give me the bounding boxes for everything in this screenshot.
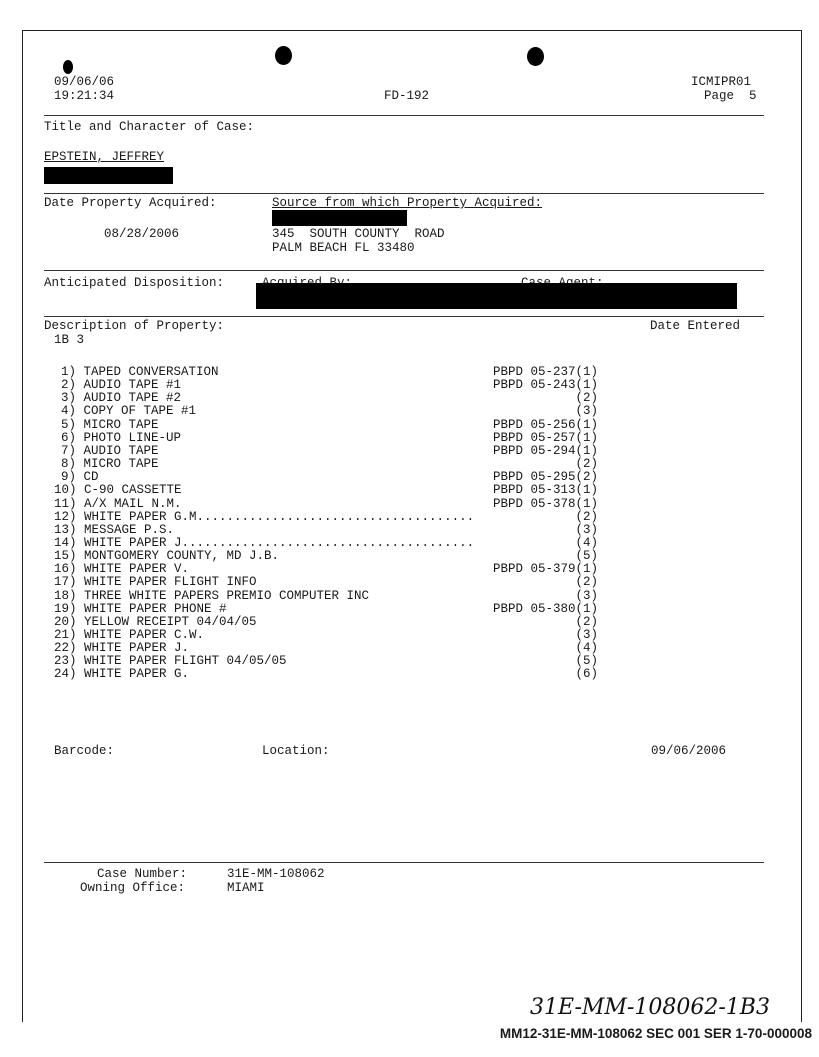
property-ref: (4) [575,641,598,656]
property-item: 14) WHITE PAPER J....................................... [54,535,475,550]
barcode-label: Barcode: [54,744,115,758]
system-id: ICMIPR01 [691,75,752,89]
page-number: Page 5 [704,89,757,103]
redaction-box [256,283,737,309]
case-number-label: Case Number: [97,867,188,881]
property-item: 9) CD [61,470,99,485]
case-title-label: Title and Character of Case: [44,120,255,134]
property-item: 8) MICRO TAPE [61,457,159,472]
property-item: 4) COPY OF TAPE #1 [61,404,197,419]
property-ref: PBPD 05-237(1) [492,365,598,379]
source-label: Source from which Property Acquired: [272,196,543,210]
date-entered-label: Date Entered [650,319,741,333]
divider [44,316,764,317]
property-ref: (2) [575,509,598,524]
property-item: 19) WHITE PAPER PHONE # [54,601,227,616]
item-code: 1B 3 [54,333,85,347]
property-item: 17) WHITE PAPER FLIGHT INFO [54,575,257,590]
property-ref: (5) [575,549,598,564]
property-item: 6) PHOTO LINE-UP [61,430,182,445]
property-ref: PBPD 05-257(1) [492,430,598,445]
property-ref: (3) [575,522,598,537]
property-item: 7) AUDIO TAPE [61,443,159,458]
case-number: 31E-MM-108062 [227,867,325,881]
property-item: 22) WHITE PAPER J. [54,641,190,656]
property-ref: PBPD 05-378(1) [492,496,598,511]
property-ref: PBPD 05-294(1) [492,443,598,458]
property-ref: (2) [575,575,598,590]
address-line2: PALM BEACH FL 33480 [272,241,415,255]
address-line1: 345 SOUTH COUNTY ROAD [272,227,445,241]
property-ref: (2) [575,391,598,406]
property-item: 12) WHITE PAPER G.M..................................... [54,509,475,524]
property-item: 3) AUDIO TAPE #2 [61,391,182,406]
header-time: 19:21:34 [54,89,115,103]
property-item: 10) C-90 CASSETTE [54,483,182,498]
property-ref: PBPD 05-379(1) [492,562,598,577]
property-ref: PBPD 05-243(1) [492,378,598,393]
divider [44,862,764,863]
property-item: 11) A/X MAIL N.M. [54,496,182,511]
property-item: 1) TAPED CONVERSATION [61,365,219,379]
punch-hole-left [275,46,292,65]
disposition-label: Anticipated Disposition: [44,276,225,290]
property-ref: PBPD 05-380(1) [492,601,598,616]
property-ref: (5) [575,654,598,669]
property-item: 15) MONTGOMERY COUNTY, MD J.B. [54,549,280,564]
bates-number: MM12-31E-MM-108062 SEC 001 SER 1-70-000008 [499,1026,812,1041]
ink-smudge [63,60,73,74]
property-item: 21) WHITE PAPER C.W. [54,628,205,642]
property-ref: (2) [575,457,598,472]
property-ref: (4) [575,535,598,550]
property-item: 16) WHITE PAPER V. [54,562,190,577]
property-item: 2) AUDIO TAPE #1 [61,378,182,393]
property-item: 24) WHITE PAPER G. [54,667,190,682]
owning-office-label: Owning Office: [80,881,186,895]
property-item: 18) THREE WHITE PAPERS PREMIO COMPUTER INC [54,588,370,603]
description-label: Description of Property: [44,319,225,333]
punch-hole-right [527,47,544,66]
header-date: 09/06/06 [54,75,115,89]
divider [44,115,764,116]
redaction-box [272,210,407,226]
property-ref: PBPD 05-313(1) [492,483,598,498]
property-ref: (2) [575,614,598,629]
property-ref: PBPD 05-295(2) [492,470,598,485]
property-ref: (6) [575,667,598,682]
property-item: 20) YELLOW RECEIPT 04/04/05 [54,614,257,629]
divider [44,193,764,194]
date-acquired-label: Date Property Acquired: [44,196,217,210]
property-ref: PBPD 05-256(1) [492,417,598,432]
acquired-date: 08/28/2006 [104,227,180,241]
property-item: 5) MICRO TAPE [61,417,159,432]
handwritten-file-number: 31E-MM-108062-1B3 [530,995,770,1020]
property-item: 23) WHITE PAPER FLIGHT 04/05/05 [54,654,287,669]
owning-office: MIAMI [227,881,265,895]
entered-date: 09/06/2006 [651,744,727,758]
property-ref: (3) [575,588,598,603]
location-label: Location: [262,744,330,758]
property-ref: (3) [575,628,598,642]
property-item: 13) MESSAGE P.S. [54,522,175,537]
redaction-box [44,167,173,184]
property-ref: (3) [575,404,598,419]
divider [44,270,764,271]
form-number: FD-192 [384,89,430,103]
case-name: EPSTEIN, JEFFREY [44,150,165,164]
